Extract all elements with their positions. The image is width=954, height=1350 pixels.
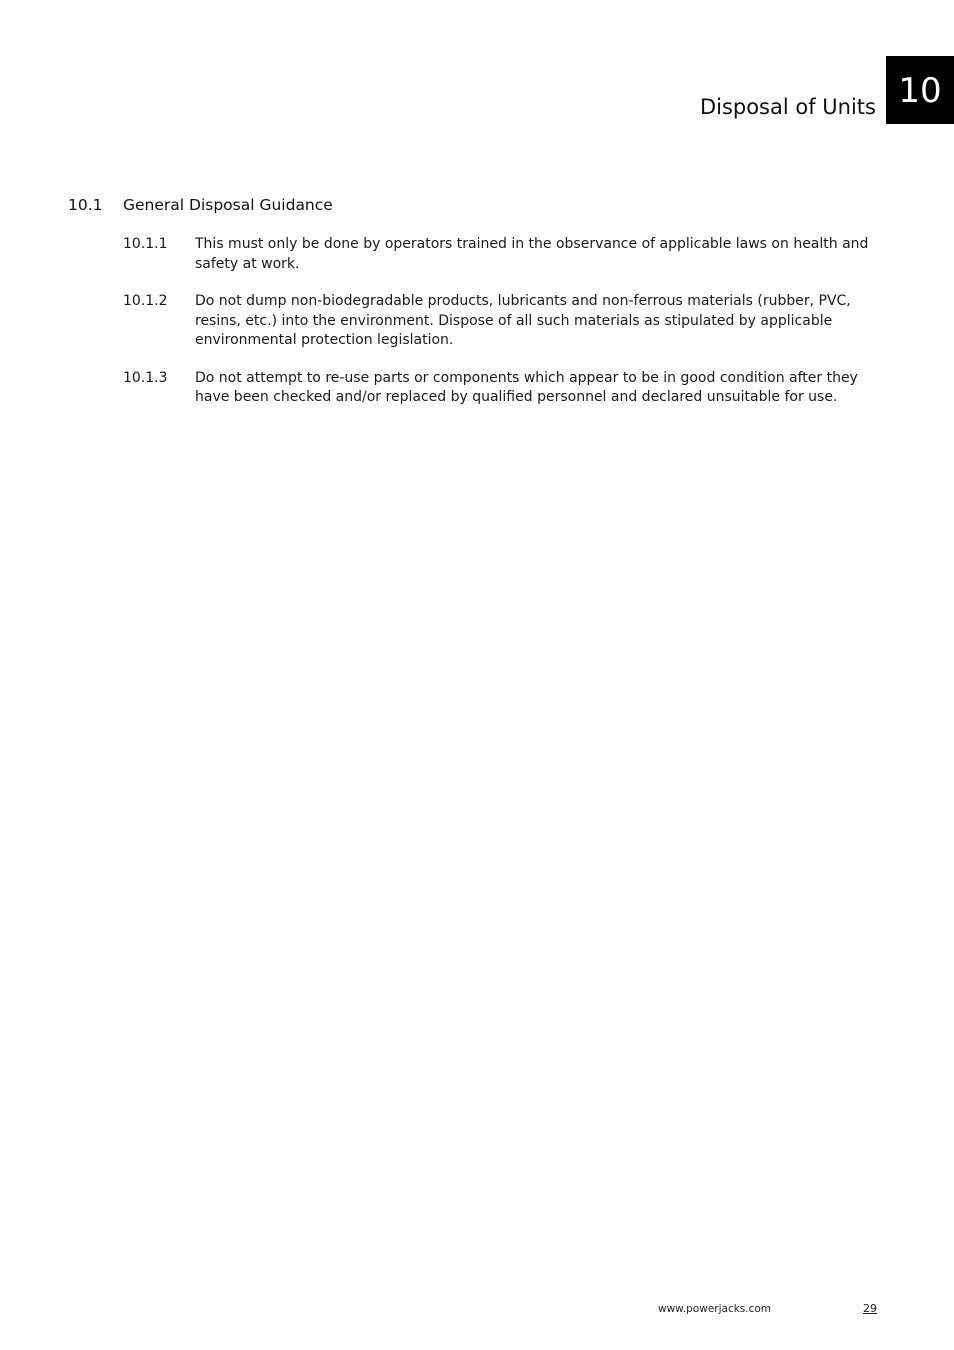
- section-heading: [68, 195, 333, 215]
- item-text: Do not dump non-biodegradable products, lubricants and non-ferrous materials (rubber, PVC, resins, etc.) into the environment. Dispose of all such materials as stipulated by applicable environmental protection legislation.: [195, 293, 851, 348]
- item-number: 10.1.3: [123, 369, 168, 386]
- chapter-number-tab: 10: [886, 56, 954, 124]
- footer-website: www.powerjacks.com: [658, 1303, 772, 1315]
- list-item: [123, 235, 883, 274]
- chapter-title: Disposal of Units: [699, 95, 876, 119]
- footer-page-number: 29: [863, 1302, 877, 1315]
- list-item: [123, 292, 883, 351]
- guidance-list: [123, 235, 883, 426]
- item-number: 10.1.2: [123, 293, 168, 309]
- section-number: 10.1: [68, 196, 103, 214]
- list-item: [123, 369, 883, 408]
- item-text: This must only be done by operators trained in the observance of applicable laws on health and safety at work.: [195, 236, 869, 272]
- section-title: General Disposal Guidance: [123, 196, 333, 214]
- item-text: Do not attempt to re-use parts or components which appear to be in good condition after they have been checked and/or replaced by qualified personnel and declared unsuitable for use.: [195, 369, 858, 405]
- item-number: 10.1.1: [123, 236, 168, 252]
